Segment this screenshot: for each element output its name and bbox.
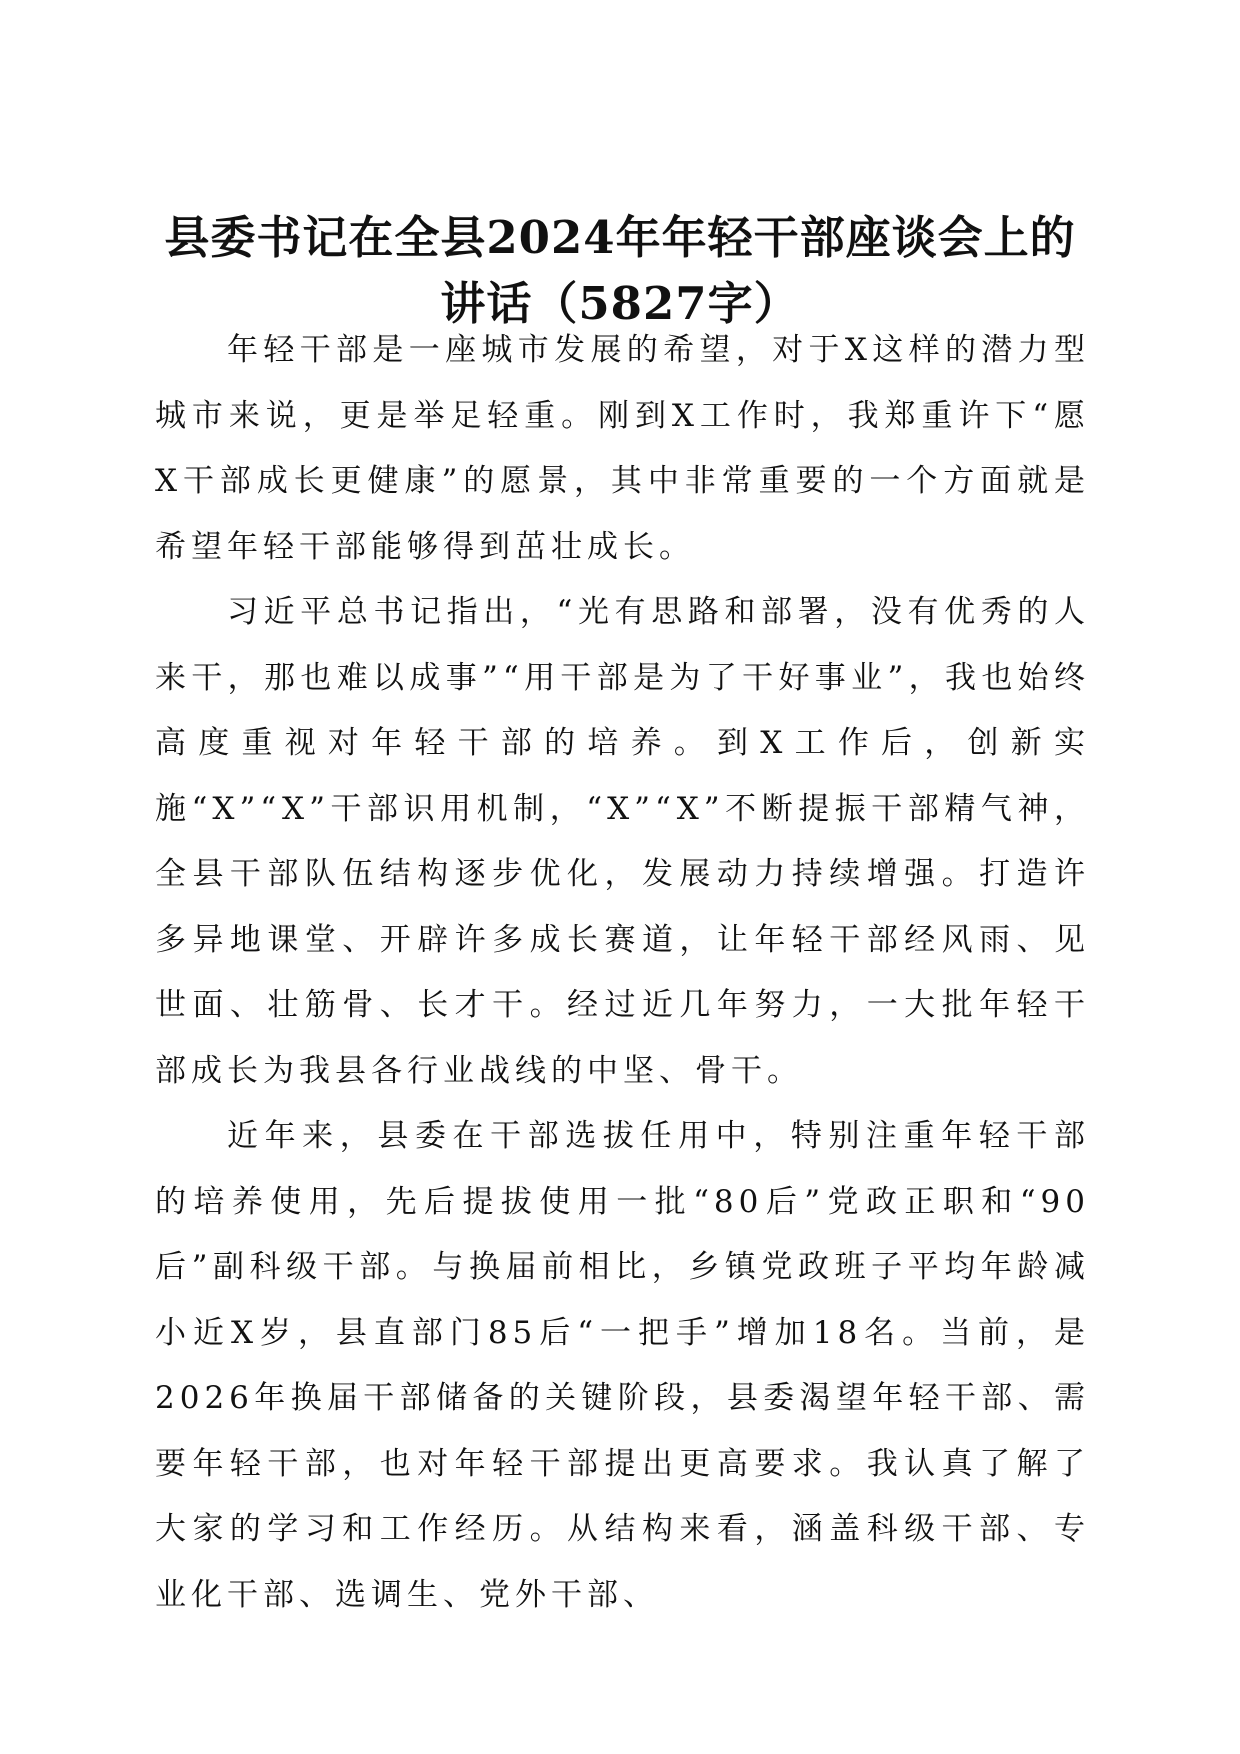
paragraph-2: 习近平总书记指出，“光有思路和部署，没有优秀的人来干，那也难以成事”“用干部是为了干好事业”，我也始终高度重视对年轻干部的培养。到X工作后，创新实施“X”“X”干部识用机制，“X”“X”不断提振干部精气神，全县干部队伍结构逐步优化，发展动力持续增强。打造许多异地课堂、开辟许多成长赛道，让年轻干部经风雨、见世面、壮筋骨、长才干。经过近几年努力，一大批年轻干部成长为我县各行业战线的中坚、骨干。 [155,594,1090,1089]
paragraph-3: 近年来，县委在干部选拔任用中，特别注重年轻干部的培养使用，先后提拔使用一批“80后”党政正职和“90后”副科级干部。与换届前相比，乡镇党政班子平均年龄减小近X岁，县直部门85后“一把手”增加18名。当前，是2026年换届干部储备的关键阶段，县委渴望年轻干部、需要年轻干部，也对年轻干部提出更高要求。我认真了解了大家的学习和工作经历。从结构来看，涵盖科级干部、专业化干部、选调生、党外干部、 [155,1118,1090,1613]
title-line-2: 讲话（5827字） [440,277,800,331]
document-body [155,318,1090,1628]
title-line-1: 县委书记在全县2024年年轻干部座谈会上的 [164,211,1076,265]
paragraph-1: 年轻干部是一座城市发展的希望，对于X这样的潜力型城市来说，更是举足轻重。刚到X工作时，我郑重许下“愿X干部成长更健康”的愿景，其中非常重要的一个方面就是希望年轻干部能够得到茁壮成长。 [155,332,1090,565]
